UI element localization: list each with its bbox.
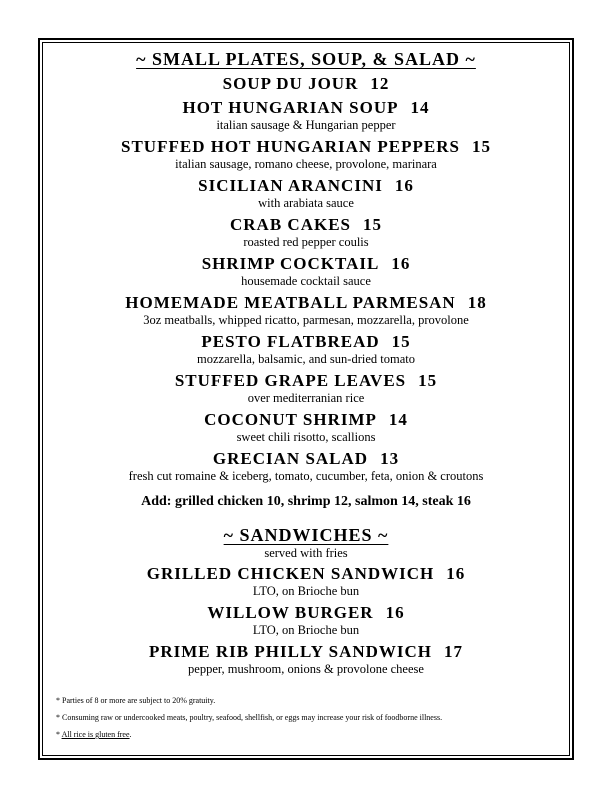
gluten-free-note <box>56 730 556 740</box>
item-price: 16 <box>394 176 414 195</box>
item-name: COCONUT SHRIMP <box>204 410 377 429</box>
item-name: SHRIMP COCKTAIL <box>201 254 380 273</box>
menu-item-prime-rib-philly <box>44 642 568 677</box>
item-price: 12 <box>370 74 390 93</box>
salad-add-ons: Add: grilled chicken 10, shrimp 12, salmon 14, steak 16 <box>141 494 471 509</box>
item-price: 17 <box>444 642 464 661</box>
item-description: over mediterranian rice <box>247 391 365 405</box>
gluten-free-prefix: * <box>56 730 62 739</box>
item-description: italian sausage, romano cheese, provolone, marinara <box>175 157 437 171</box>
menu-footnotes <box>56 696 556 747</box>
item-description: sweet chili risotto, scallions <box>236 430 376 444</box>
menu-item-grilled-chicken-sandwich <box>44 564 568 599</box>
menu-item-hot-hungarian-soup <box>44 98 568 133</box>
item-name: HOMEMADE MEATBALL PARMESAN <box>125 293 456 312</box>
small-plates-list <box>44 74 568 484</box>
item-description: 3oz meatballs, whipped ricatto, parmesan, mozzarella, provolone <box>143 313 469 327</box>
menu-item-shrimp-cocktail <box>44 254 568 289</box>
menu-item-stuffed-peppers <box>44 137 568 172</box>
item-price: 13 <box>380 449 400 468</box>
menu-item-soup-du-jour <box>44 74 568 94</box>
item-description: with arabiata sauce <box>258 196 354 210</box>
item-price: 16 <box>391 254 411 273</box>
gluten-free-suffix: . <box>129 730 132 739</box>
item-price: 16 <box>385 603 405 622</box>
item-description: italian sausage & Hungarian pepper <box>216 118 396 132</box>
item-price: 15 <box>391 332 411 351</box>
sandwiches-title: ~ SANDWICHES ~ <box>223 525 389 545</box>
item-name: SICILIAN ARANCINI <box>198 176 383 195</box>
menu-content <box>44 48 568 677</box>
item-price: 16 <box>446 564 466 583</box>
gratuity-note: * Parties of 8 or more are subject to 20% gratuity. <box>56 696 216 705</box>
menu-item-pesto-flatbread <box>44 332 568 367</box>
menu-item-meatball-parmesan <box>44 293 568 328</box>
item-name: HOT HUNGARIAN SOUP <box>182 98 399 117</box>
item-price: 15 <box>418 371 438 390</box>
raw-food-warning: * Consuming raw or undercooked meats, poultry, seafood, shellfish, or eggs may increase your risk of foodborne illness. <box>56 713 443 722</box>
item-name: SOUP DU JOUR <box>222 74 359 93</box>
item-price: 15 <box>471 137 491 156</box>
item-description: roasted red pepper coulis <box>243 235 369 249</box>
menu-item-sicilian-arancini <box>44 176 568 211</box>
item-name: GRILLED CHICKEN SANDWICH <box>146 564 435 583</box>
item-name: WILLOW BURGER <box>207 603 374 622</box>
item-name: PESTO FLATBREAD <box>201 332 380 351</box>
sandwiches-list <box>44 564 568 677</box>
item-price: 15 <box>363 215 382 234</box>
menu-item-coconut-shrimp <box>44 410 568 445</box>
item-name: PRIME RIB PHILLY SANDWICH <box>148 642 433 661</box>
item-description: pepper, mushroom, onions & provolone cheese <box>188 662 424 676</box>
item-name: CRAB CAKES <box>230 215 351 234</box>
item-description: mozzarella, balsamic, and sun-dried tomato <box>197 352 415 366</box>
item-price: 14 <box>388 410 408 429</box>
menu-item-grecian-salad <box>44 449 568 484</box>
sandwiches-subtitle: served with fries <box>264 546 348 560</box>
item-name: STUFFED HOT HUNGARIAN PEPPERS <box>121 137 460 156</box>
gluten-free-text: All rice is gluten free <box>61 730 130 739</box>
menu-item-crab-cakes <box>44 215 568 250</box>
item-price: 18 <box>467 293 487 312</box>
item-price: 14 <box>410 98 430 117</box>
menu-item-stuffed-grape-leaves <box>44 371 568 406</box>
small-plates-title: ~ SMALL PLATES, SOUP, & SALAD ~ <box>136 49 476 69</box>
item-name: GRECIAN SALAD <box>212 449 369 468</box>
menu-item-willow-burger <box>44 603 568 638</box>
item-description: LTO, on Brioche bun <box>252 623 360 637</box>
item-description: housemade cocktail sauce <box>241 274 371 288</box>
item-name: STUFFED GRAPE LEAVES <box>174 371 407 390</box>
item-description: fresh cut romaine & iceberg, tomato, cucumber, feta, onion & croutons <box>128 469 484 483</box>
item-description: LTO, on Brioche bun <box>252 584 360 598</box>
